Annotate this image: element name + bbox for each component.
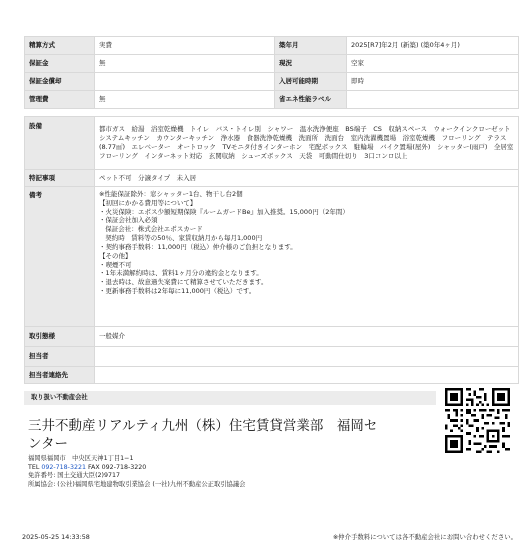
table-row — [25, 37, 519, 55]
property-info-table-top — [24, 36, 519, 109]
value-tanto-contact — [95, 367, 519, 384]
table-row — [25, 347, 519, 367]
biko-line: ・保証会社加入必須 — [99, 216, 158, 225]
biko-line: ・契約事務手数料：11,000円（税込）仲介様のご負担となります。 — [99, 242, 297, 251]
table-row — [25, 55, 519, 73]
value-kanrihi: 無 — [95, 91, 275, 109]
property-info-table-bottom — [24, 116, 519, 384]
biko-line: 【初回にかかる費用等について】 — [99, 198, 197, 207]
table-row — [25, 327, 519, 347]
label-chikunengetsu: 築年月 — [275, 37, 347, 55]
tel-label: TEL — [28, 463, 40, 471]
label-biko: 備考 — [25, 187, 95, 327]
biko-line: 契約時 賃料等の50％、家賃収納月から毎月1,000円 — [99, 234, 263, 243]
value-seisan: 実費 — [95, 37, 275, 55]
value-chikunengetsu: 2025[R7]年2月 (新築) (築0年4ヶ月) — [347, 37, 519, 55]
label-tokki: 特記事項 — [25, 170, 95, 187]
company-phone-line — [28, 464, 245, 473]
biko-line: ・更新事務手数料は2年毎に11,000円（税込）です。 — [99, 287, 256, 296]
table-row — [25, 73, 519, 91]
company-address: 福岡県福岡市 中央区天神1丁目1−1 — [28, 455, 134, 462]
footer-note: ※仲介手数料については各不動産会社にお問い合わせください。 — [332, 533, 517, 541]
label-shoene: 省エネ性能ラベル — [275, 91, 347, 109]
value-tokki: ペット不可 分譲タイプ 未入居 — [95, 170, 519, 187]
value-biko — [95, 187, 519, 327]
table-row — [25, 117, 519, 170]
label-setsubi: 設備 — [25, 117, 95, 170]
company-section-title: 取り扱い不動産会社 — [31, 394, 88, 401]
value-tanto — [95, 347, 519, 367]
biko-line: 保証会社：株式会社エポスカード — [99, 225, 203, 234]
biko-line: ※性能保証除外：窓シャッター1台、物干し台2個 — [99, 190, 243, 198]
company-info — [28, 455, 245, 489]
label-kanrihi: 管理費 — [25, 91, 95, 109]
value-setsubi: 都市ガス 給湯 浴室乾燥機 トイレ バス・トイレ別 シャワー 温水洗浄便座 BS端子 CS 収納スペース ウォークインクローゼット システムキッチン カウンターキッチン 浄水器 食器洗浄乾燥機 洗面所 洗面台 室内洗濯機置場 浴室乾燥機 フローリング テラス(8.77㎡) エレベーター オートロック TVモニタ付きインターホン 宅配ボックス 駐輪場 バイク置場(屋外) シャッター(雨戸) 全居室フローリング インターネット対応 玄関収納 シューズボックス 天袋 可動間仕切り 3口コンロ以上 — [95, 117, 519, 170]
label-tanto: 担当者 — [25, 347, 95, 367]
table-row — [25, 91, 519, 109]
qr-code-icon — [445, 388, 510, 453]
table-row — [25, 367, 519, 384]
company-name: 三井不動産リアルティ九州（株）住宅賃貸営業部 福岡センター — [28, 418, 378, 452]
label-genkyo: 現況 — [275, 55, 347, 73]
company-section-header — [24, 391, 436, 405]
fax-label: FAX — [87, 463, 100, 471]
print-timestamp: 2025-05-25 14:33:58 — [22, 533, 90, 541]
label-tanto-contact: 担当者連絡先 — [25, 367, 95, 384]
value-torihiki: 一般媒介 — [95, 327, 519, 347]
biko-line: ・火災保険：エポス少額短期保険『ルームガードBe』加入推奨。15,000円（2年間） — [99, 207, 349, 216]
value-hoshokin-shokyaku — [95, 73, 275, 91]
association: 所属協会: (公社)福岡県宅地建物取引業協会 (一社)九州不動産公正取引協議会 — [28, 480, 246, 488]
biko-line: ・退去時は、故意過失案費にて精算させていただきます。 — [99, 278, 268, 287]
label-seisan: 精算方式 — [25, 37, 95, 55]
biko-line: ・1年未満解約時は、賃料1ヶ月分の違約金となります。 — [99, 269, 263, 278]
label-hoshokin-shokyaku: 保証金償却 — [25, 73, 95, 91]
license-number: 免許番号: 国土交通大臣(2)9717 — [28, 472, 121, 480]
label-hoshokin: 保証金 — [25, 55, 95, 73]
table-row — [25, 170, 519, 187]
label-torihiki: 取引態様 — [25, 327, 95, 347]
biko-line: ・喫煙不可 — [99, 260, 132, 269]
value-hoshokin: 無 — [95, 55, 275, 73]
table-row — [25, 187, 519, 327]
value-shoene — [347, 91, 519, 109]
label-nyukyo: 入居可能時期 — [275, 73, 347, 91]
value-nyukyo: 即時 — [347, 73, 519, 91]
tel-link[interactable]: 092-718-3221 — [41, 463, 86, 471]
fax-number: 092-718-3220 — [101, 463, 147, 471]
biko-line: 【その他】 — [99, 251, 132, 260]
value-genkyo: 空家 — [347, 55, 519, 73]
